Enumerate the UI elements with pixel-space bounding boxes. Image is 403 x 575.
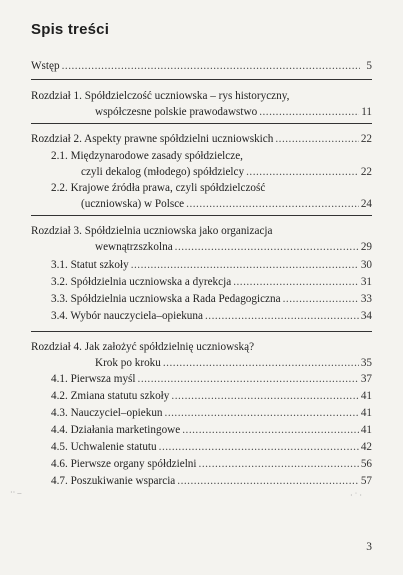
- dot-leader: [165, 405, 359, 421]
- dot-leader: [199, 456, 359, 472]
- toc-label-continued: czyli dekalog (młodego) spółdzielcy: [81, 166, 245, 178]
- toc-page-number: 24: [360, 198, 372, 210]
- toc-page-number: 22: [360, 166, 372, 178]
- toc-label: 4.5. Uchwalenie statutu: [51, 441, 157, 453]
- toc-line: [51, 308, 372, 324]
- toc-page-number: 5: [366, 60, 372, 72]
- toc-label: 3.4. Wybór nauczyciela–opiekuna: [51, 310, 203, 322]
- dot-leader: [159, 439, 359, 455]
- toc-line: [31, 58, 372, 74]
- toc-line: [31, 131, 372, 147]
- toc-label: 3.2. Spółdzielnia uczniowska a dyrekcja: [51, 276, 232, 288]
- toc-page-number: 37: [360, 373, 372, 385]
- dot-leader: [259, 104, 359, 120]
- toc-page-number: 31: [360, 276, 372, 288]
- section-separator: [31, 123, 372, 124]
- toc-line: [51, 164, 372, 180]
- page-title: Spis treści: [31, 21, 110, 38]
- toc-line: [31, 355, 372, 371]
- dot-leader: [163, 355, 359, 371]
- toc-page-number: 35: [360, 357, 372, 369]
- toc-label: 4.2. Zmiana statutu szkoły: [51, 390, 170, 402]
- toc-line: [51, 196, 372, 212]
- toc-entry-2-2[interactable]: [51, 180, 372, 212]
- dot-leader: [233, 274, 359, 290]
- dot-leader: [175, 239, 359, 255]
- toc-entry-4-6[interactable]: [51, 456, 372, 472]
- toc-entry-wstep[interactable]: [31, 58, 372, 74]
- toc-label-continued: wewnątrzszkolna: [95, 241, 173, 253]
- dot-leader: [275, 131, 358, 147]
- toc-label: 4.6. Pierwsze organy spółdzielni: [51, 458, 197, 470]
- toc-line: [51, 388, 372, 404]
- toc-page-number: 57: [360, 475, 372, 487]
- dot-leader: [205, 308, 359, 324]
- dot-leader: [62, 58, 360, 74]
- toc-line: [51, 274, 372, 290]
- toc-entry-4-3[interactable]: [51, 405, 372, 421]
- toc-entry-chapter-4[interactable]: [31, 339, 372, 371]
- toc-entry-3-3[interactable]: [51, 291, 372, 307]
- toc-page-number: 56: [360, 458, 372, 470]
- toc-label: 3.1. Statut szkoły: [51, 259, 129, 271]
- toc-entry-3-4[interactable]: [51, 308, 372, 324]
- toc-label-continued: Krok po kroku: [95, 357, 161, 369]
- page-number-folio: 3: [366, 541, 372, 553]
- toc-entry-4-5[interactable]: [51, 439, 372, 455]
- toc-entry-4-4[interactable]: [51, 422, 372, 438]
- toc-label: Rozdział 4. Jak założyć spółdzielnię uczniowską?: [31, 341, 255, 353]
- dot-leader: [186, 196, 359, 212]
- section-separator: [31, 215, 372, 216]
- toc-page-number: 11: [361, 106, 372, 118]
- toc-entry-4-1[interactable]: [51, 371, 372, 387]
- dot-leader: [283, 291, 359, 307]
- section-separator: [31, 331, 372, 332]
- toc-line: [51, 439, 372, 455]
- toc-entry-3-1[interactable]: [51, 257, 372, 273]
- scan-mark: ·· –: [10, 488, 22, 497]
- toc-line: [51, 405, 372, 421]
- toc-label: Rozdział 1. Spółdzielczość uczniowska – rys historyczny,: [31, 90, 290, 102]
- dot-leader: [131, 257, 359, 273]
- toc-label: 3.3. Spółdzielnia uczniowska a Rada Pedagogiczna: [51, 293, 281, 305]
- toc-page-number: 22: [360, 133, 372, 145]
- toc-line: [51, 371, 372, 387]
- toc-line: [51, 473, 372, 489]
- toc-label: Wstęp: [31, 60, 60, 72]
- dot-leader: [171, 388, 358, 404]
- toc-page-number: 34: [360, 310, 372, 322]
- toc-entry-2-1[interactable]: [51, 148, 372, 180]
- toc-label: 4.4. Działania marketingowe: [51, 424, 181, 436]
- toc-label: 4.7. Poszukiwanie wsparcia: [51, 475, 176, 487]
- toc-entry-chapter-3[interactable]: [31, 223, 372, 255]
- toc-entry-3-2[interactable]: [51, 274, 372, 290]
- toc-label-continued: (uczniowska) w Polsce: [81, 198, 185, 210]
- toc-page-number: 29: [360, 241, 372, 253]
- toc-line: [31, 104, 372, 120]
- dot-leader: [177, 473, 359, 489]
- toc-entry-4-2[interactable]: [51, 388, 372, 404]
- toc-page-number: 33: [360, 293, 372, 305]
- toc-label: 4.3. Nauczyciel–opiekun: [51, 407, 163, 419]
- dot-leader: [138, 371, 359, 387]
- toc-page-number: 41: [360, 407, 372, 419]
- toc-line: [51, 257, 372, 273]
- toc-label: Rozdział 2. Aspekty prawne spółdzielni uczniowskich: [31, 133, 274, 145]
- dot-leader: [182, 422, 359, 438]
- dot-leader: [246, 164, 359, 180]
- toc-label-continued: współczesne polskie prawodawstwo: [95, 106, 258, 118]
- toc-page-number: 41: [360, 390, 372, 402]
- toc-label: 4.1. Pierwsza myśl: [51, 373, 136, 385]
- toc-line: [51, 291, 372, 307]
- toc-line: [31, 239, 372, 255]
- toc-line: [51, 422, 372, 438]
- toc-label: Rozdział 3. Spółdzielnia uczniowska jako organizacja: [31, 225, 273, 237]
- toc-entry-chapter-1[interactable]: [31, 88, 372, 120]
- section-separator: [31, 79, 372, 80]
- toc-label: 2.2. Krajowe źródła prawa, czyli spółdzielczość: [51, 182, 266, 194]
- toc-label: 2.1. Międzynarodowe zasady spółdzielcze,: [51, 150, 243, 162]
- scan-mark: · ˙ ·: [350, 491, 362, 500]
- toc-entry-chapter-2[interactable]: [31, 131, 372, 147]
- toc-entry-4-7[interactable]: [51, 473, 372, 489]
- toc-page-number: 30: [360, 259, 372, 271]
- toc-page-number: 41: [360, 424, 372, 436]
- toc-page-number: 42: [360, 441, 372, 453]
- toc-line: [51, 456, 372, 472]
